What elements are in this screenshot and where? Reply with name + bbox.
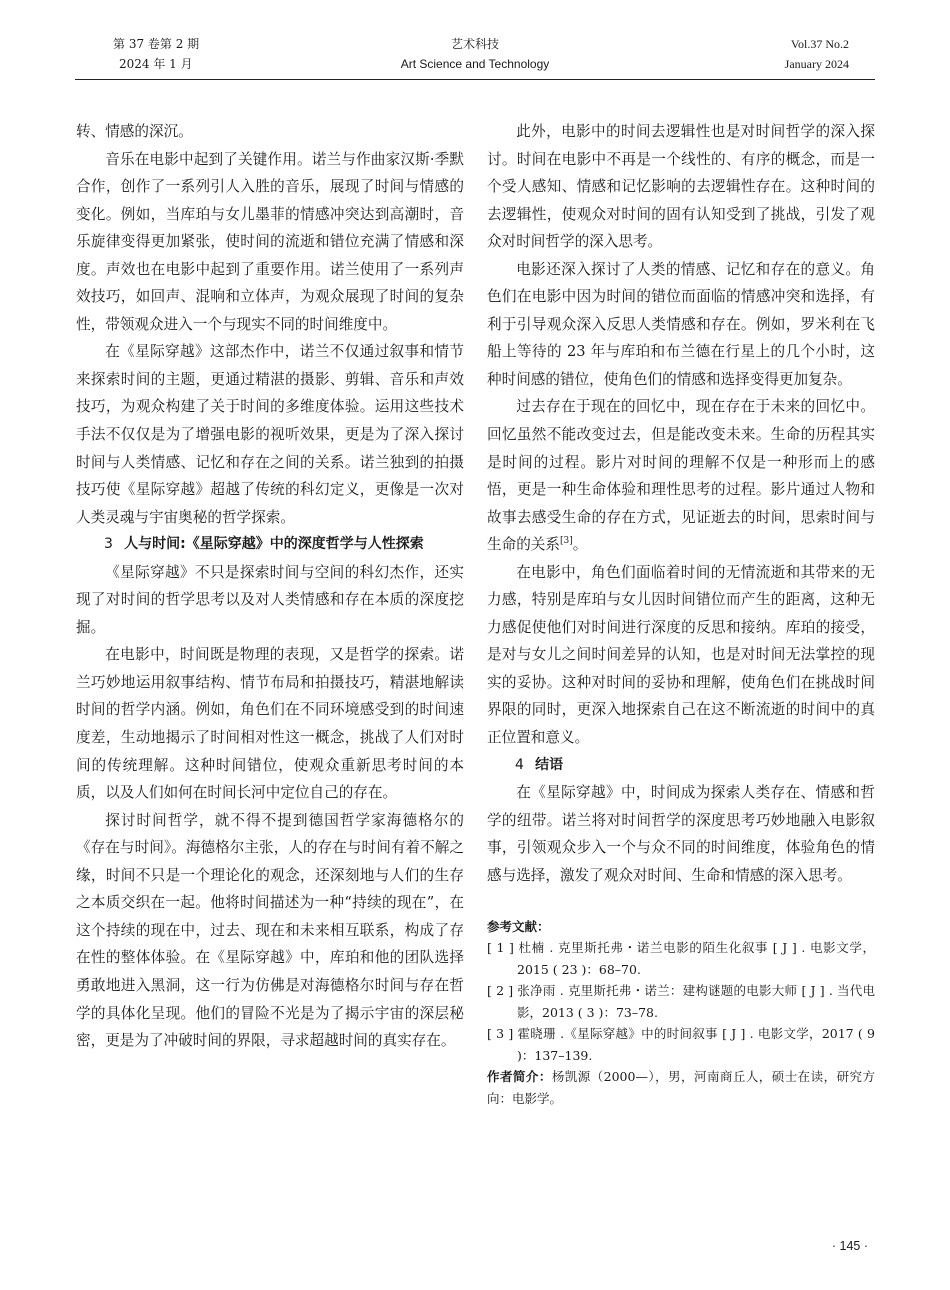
header-rule — [75, 79, 875, 80]
paragraph — [487, 393, 875, 558]
paragraph: 探讨时间哲学，就不得不提到德国哲学家海德格尔的《存在与时间》。海德格尔主张，人的存在与时间有着不解之缘，时间不只是一个理论化的观念，还深刻地与人们的生存之本质交织在一起。他将时间描述为一种“持续的现在”，在这个持续的现在中，过去、现在和未来相互联系，构成了存在性的整体体验。在《星际穿越》中，库珀和他的团队选择勇敢地进入黑洞，这一行为仿佛是对海德格尔时间与存在哲学的具体化呈现。他们的冒险不光是为了揭示宇宙的深层秘密，更是为了冲破时间的界限，寻求超越时间的真实存在。 — [76, 811, 464, 1050]
section-heading-4 — [487, 752, 875, 780]
left-column — [76, 118, 464, 1055]
journal-title-en: Art Science and Technology — [400, 57, 550, 71]
volume-en: Vol.37 No.2 — [790, 37, 849, 51]
journal-title-cn: 艺术科技 — [450, 37, 499, 51]
paragraph-end: 。 — [572, 536, 588, 554]
reference-item: [ 2 ] 张净雨 . 克里斯托弗・诺兰：建构谜题的电影大师 [ J ] . 当代电影，2013 ( 3 )：73–78. — [487, 983, 875, 1020]
date-en: January 2024 — [784, 57, 849, 71]
header-left — [113, 34, 199, 74]
section-number: 4 — [515, 756, 524, 773]
right-column — [487, 118, 875, 1109]
author-bio — [487, 1066, 875, 1109]
paragraph: 此外，电影中的时间去逻辑性也是对时间哲学的深入探讨。时间在电影中不再是一个线性的、有序的概念，而是一个受人感知、情感和记忆影响的去逻辑性存在。这种时间的去逻辑性，使观众对时间的固有认知受到了挑战，引发了观众对时间哲学的深入思考。 — [487, 123, 875, 251]
author-bio-text: 杨凯源（2000—），男，河南商丘人，硕士在读，研究方向：电影学。 — [487, 1069, 875, 1106]
section-title: 人与时间:《星际穿越》中的深度哲学与人性探索 — [124, 536, 424, 553]
paragraph: 在《星际穿越》中，时间成为探索人类存在、情感和哲学的纽带。诺兰将对时间哲学的深度思考巧妙地融入电影叙事，引领观众步入一个与众不同的时间维度，体验角色的情感与选择，激发了观众对时间、生命和情感的深入思考。 — [487, 784, 875, 884]
citation-marker: [3] — [559, 536, 573, 547]
paragraph: 《星际穿越》不只是探索时间与空间的科幻杰作，还实现了对时间的哲学思考以及对人类情感和存在本质的深度挖掘。 — [76, 563, 464, 636]
header-right — [785, 34, 849, 74]
section-number: 3 — [104, 536, 113, 553]
references-heading: 参考文献： — [487, 919, 550, 935]
paragraph: 音乐在电影中起到了关键作用。诺兰与作曲家汉斯·季默合作，创作了一系列引人入胜的音乐，展现了时间与情感的变化。例如，当库珀与女儿墨菲的情感冲突达到高潮时，音乐旋律变得更加紧张，使时间的流逝和错位充满了情感和深度。声效也在电影中起到了重要作用。诺兰使用了一系列声效技巧，如回声、混响和立体声，为观众展现了时间的复杂性，带领观众进入一个与现实不同的时间维度中。 — [76, 150, 464, 333]
reference-item: [ 3 ] 霍晓珊 .《星际穿越》中的时间叙事 [ J ] . 电影文学，2017 ( 9 )：137–139. — [487, 1026, 875, 1063]
header-center — [325, 34, 625, 74]
section-heading-3 — [76, 531, 464, 559]
paragraph-text: 过去存在于现在的回忆中，现在存在于未来的回忆中。回忆虽然不能改变过去，但是能改变未来。生命的历程其实是时间的过程。影片对时间的理解不仅是一种形而上的感悟，更是一种生命体验和理性思考的过程。影片通过人物和故事去感受生命的存在方式，见证逝去的时间，思索时间与生命的关系 — [487, 398, 875, 554]
page-number: · 145 · — [831, 1239, 868, 1253]
paragraph: 转、情感的深沉。 — [76, 123, 193, 140]
paragraph: 在电影中，时间既是物理的表现，又是哲学的探索。诺兰巧妙地运用叙事结构、情节布局和拍摄技巧，精湛地解读时间的哲学内涵。例如，角色们在不同环境感受到的时间速度差，生动地揭示了时间相对性这一概念，挑战了人们对时间的传统理解。这种时间错位，使观众重新思考时间的本质，以及人们如何在时间长河中定位自己的存在。 — [76, 646, 464, 802]
section-title: 结语 — [535, 756, 564, 773]
paragraph: 在电影中，角色们面临着时间的无情流逝和其带来的无力感，特别是库珀与女儿因时间错位而产生的距离，这种无力感促使他们对时间进行深度的反思和接纳。库珀的接受，是对与女儿之间时间差异的认知，也是对时间无法掌控的现实的妥协。这种对时间的妥协和理解，使角色们在挑战时间界限的同时，更深入地探索自己在这不断流逝的时间中的真正位置和意义。 — [487, 563, 875, 747]
author-bio-label: 作者简介： — [487, 1069, 552, 1085]
volume-cn: 第 37 卷第 2 期 — [113, 37, 200, 51]
reference-item: [ 1 ] 杜楠 . 克里斯托弗・诺兰电影的陌生化叙事 [ J ] . 电影文学，2015 ( 23 )：68–70. — [487, 940, 875, 977]
page-header — [75, 34, 875, 80]
paragraph: 在《星际穿越》这部杰作中，诺兰不仅通过叙事和情节来探索时间的主题，更通过精湛的摄影、剪辑、音乐和声效技巧，为观众构建了关于时间的多维度体验。运用这些技术手法不仅仅是为了增强电影的视听效果，更是为了深入探讨时间与人类情感、记忆和存在之间的关系。诺兰独到的拍摄技巧使《星际穿越》超越了传统的科幻定义，更像是一次对人类灵魂与宇宙奥秘的哲学探索。 — [76, 343, 464, 526]
paragraph: 电影还深入探讨了人类的情感、记忆和存在的意义。角色们在电影中因为时间的错位而面临的情感冲突和选择，有利于引导观众深入反思人类情感和存在。例如，罗米利在飞船上等待的 23 年与库珀和布兰德在行星上的几个小时，这种时间感的错位，使角色们的情感和选择变得更加复杂。 — [487, 260, 875, 388]
date-cn: 2024 年 1 月 — [119, 57, 193, 71]
